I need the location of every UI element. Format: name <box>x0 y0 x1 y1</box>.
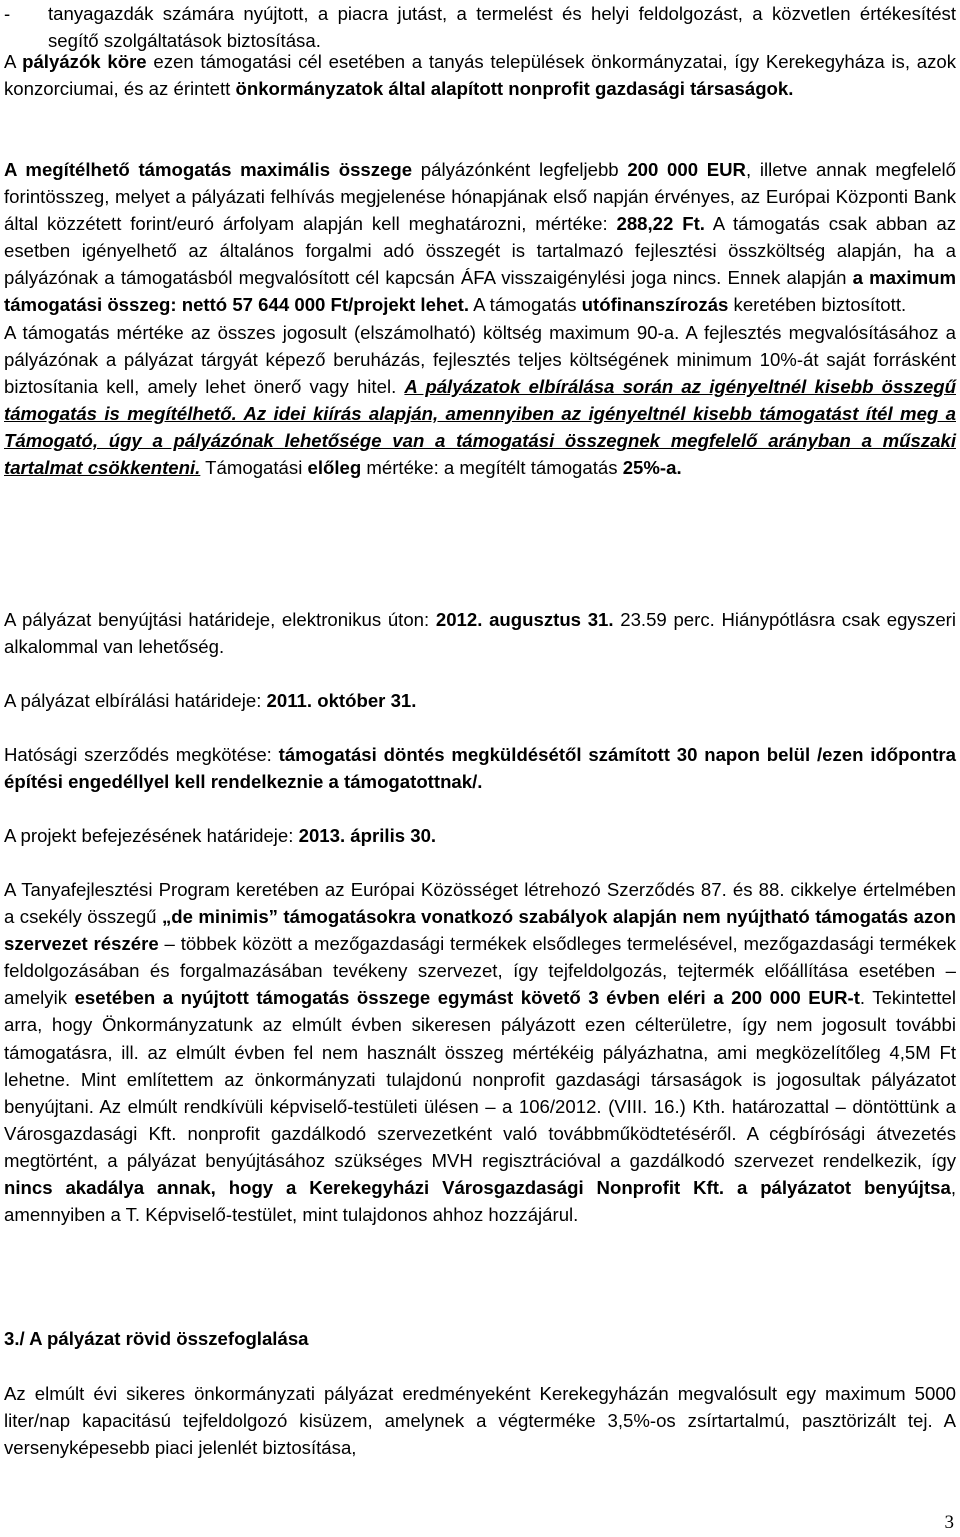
paragraph-submission-deadline <box>4 606 956 660</box>
text-span: , amennyiben a T. Képviselő-testület, mint tulajdonos ahhoz hozzájárul. <box>4 1177 956 1226</box>
bold-span: nincs akadálya annak, hogy a Kerekegyházi Városgazdasági Nonprofit Kft. a pályázatot benyújtsa <box>4 1177 951 1199</box>
text-span: keretében biztosított. <box>728 294 907 316</box>
text-span: A <box>4 51 23 72</box>
bold-span: 2011. október 31. <box>266 690 417 711</box>
text-span: pályázónként legfeljebb <box>412 159 628 180</box>
text-span: Hatósági szerződés megkötése: <box>4 744 279 765</box>
text-span: A pályázat benyújtási határideje, elektronikus úton: <box>4 609 436 630</box>
text-span: Támogatási <box>200 457 308 479</box>
bold-span: esetében a nyújtott támogatás összege egymást követő 3 évben eléri a 200 000 EUR-t <box>74 987 860 1009</box>
section-heading: 3./ A pályázat rövid összefoglalása <box>4 1328 309 1349</box>
bullet-dash: - <box>4 3 11 24</box>
text-span: A támogatás mértéke az összes jogosult (elszámolható) költség maximum 90-a. A fejlesztés megvalósításához a pályázónak a pályázat tárgyát képező beruházás, fejlesztés teljes költségének minimum 10%-át saját forrásként biztosítania kell, amely lehet önerő vagy hitel. <box>4 321 956 397</box>
bold-span: 2013. április 30. <box>298 825 437 846</box>
bold-span: „de minimis” támogatásokra vonatkozó szabályok alapján nem nyújtható támogatás azon szervezet részére <box>4 906 956 955</box>
paragraph-applicants <box>4 48 956 102</box>
bold-span: 25%-a. <box>622 457 682 479</box>
text-span: A pályázat elbírálási határideje: <box>4 690 267 711</box>
bold-span: 288,22 Ft. <box>616 213 705 235</box>
text-span: 23.59 perc. Hiánypótlásra csak egyszeri alkalommal van lehetőség. <box>4 609 956 658</box>
bold-span: támogatási döntés megküldésétől számított 30 napon belül /ezen időpontra építési engedéllyel kell rendelkeznie a támogatottnak/. <box>4 744 956 793</box>
text-span: A projekt befejezésének határideje: <box>4 825 299 846</box>
text-span: – többek között a mezőgazdasági termékek elsődleges termelésével, mezőgazdasági termékek feldolgozásában és forgalmazásában tevékeny szervezet, így tejfeldolgozás, tejtermék előállítása esetében – amelyik <box>4 933 957 1009</box>
bold-span: előleg <box>307 457 362 479</box>
paragraph-de-minimis <box>4 876 956 1228</box>
text-span: A Tanyafejlesztési Program keretében az Európai Közösséget létrehozó Szerződés 87. és 88. cikkelye értelmében a csekély összegű <box>4 879 956 928</box>
bold-span: A megítélhető támogatás maximális összege <box>4 159 413 180</box>
emphasis-span: A pályázatok elbírálása során az igényeltnél kisebb összegű támogatás is megítélhető. Az idei kiírás alapján, amennyiben az igényeltnél kisebb támogatást ítél meg a Támogató, úgy a pályázónak lehetősége van a támogatási összegnek megfelelő arányban a műszaki tartalmat csökkenteni. <box>4 375 956 479</box>
bold-span: a maximum támogatási összeg: nettó 57 644 000 Ft/projekt lehet. <box>4 267 956 316</box>
paragraph-summary: Az elmúlt évi sikeres önkormányzati pályázat eredményeként Kerekegyházán megvalósult egy maximum 5000 liter/nap kapacitású tejfeldolgozó kisüzem, amelynek a végtermékе 3,5%-os zsírtartalmú, pasztörizált tej. A versenyképesebb piaci jelenlét biztosítása, <box>4 1383 956 1459</box>
bullet-item <box>4 0 956 54</box>
bold-span: utófinanszírozás <box>581 294 729 316</box>
bold-span: 2012. augusztus 31. <box>435 609 614 630</box>
bold-span: 200 000 EUR <box>627 159 746 180</box>
text-span: A támogatás <box>469 294 582 316</box>
paragraph-contract <box>4 741 956 795</box>
text-span: ezen támogatási cél esetében a tanyás települések önkormányzatai, így Kerekegyháza is, azok konzorciumai, és az érintett <box>4 51 957 100</box>
text-span: mértéke: a megítélt támogatás <box>361 457 623 479</box>
paragraph-evaluation-deadline <box>4 687 956 714</box>
paragraph-support-amount <box>4 156 956 481</box>
text-span: . Tekintettel arra, hogy Önkormányzatunk az elmúlt évben sikeresen pályázott ezen célterületre, így nem jogosult további támogatásra, ill. az elmúlt évben fel nem használt összeg mértékéig pályázhatna, ami megközelítőleg 4,5M Ft lehetne. Mint említettem az önkormányzati tulajdonú nonprofit gazdasági társaságok is jogosultak pályázatot benyújtani. Az elmúlt rendkívüli képviselő-testületi ülésen – a 106/2012. (VIII. 16.) Kth. határozattal – döntöttünk a Városgazdasági Kft. nonprofit gazdálkodó szervezetként való továbbműködtetéséről. A cégbírósági átvezetés megtörtént, a pályázat benyújtásához szükséges MVH regisztrációval a gazdálkodó szervezet rendelkezik, így <box>4 987 956 1171</box>
paragraph-project-deadline <box>4 822 956 849</box>
page-number: 3 <box>944 1512 954 1533</box>
bold-span: önkormányzatok által alapított nonprofit gazdasági társaságok. <box>235 78 794 100</box>
bullet-text: tanyagazdák számára nyújtott, a piacra jutást, a termelést és helyi feldolgozást, a közvetlen értékesítést segítő szolgáltatások biztosítása. <box>48 3 956 52</box>
bold-span: pályázók köre <box>22 51 147 72</box>
text-span: A támogatás csak abban az esetben igényelhető az általános forgalmi adó összegét is tartalmazó fejlesztési összköltség alapján, ha a pályázónak a támogatásból megvalósított cél kapcsán ÁFA visszaigénylési joga nincs. Ennek alapján <box>4 213 957 289</box>
text-span: , illetve annak megfelelő forintösszeg, melyet a pályázati felhívás megjelenése hónapjának első napján érvényes, az Európai Központi Bank által közzétett forint/euró árfolyam alapján kell meghatározni, mértéke: <box>4 159 957 235</box>
